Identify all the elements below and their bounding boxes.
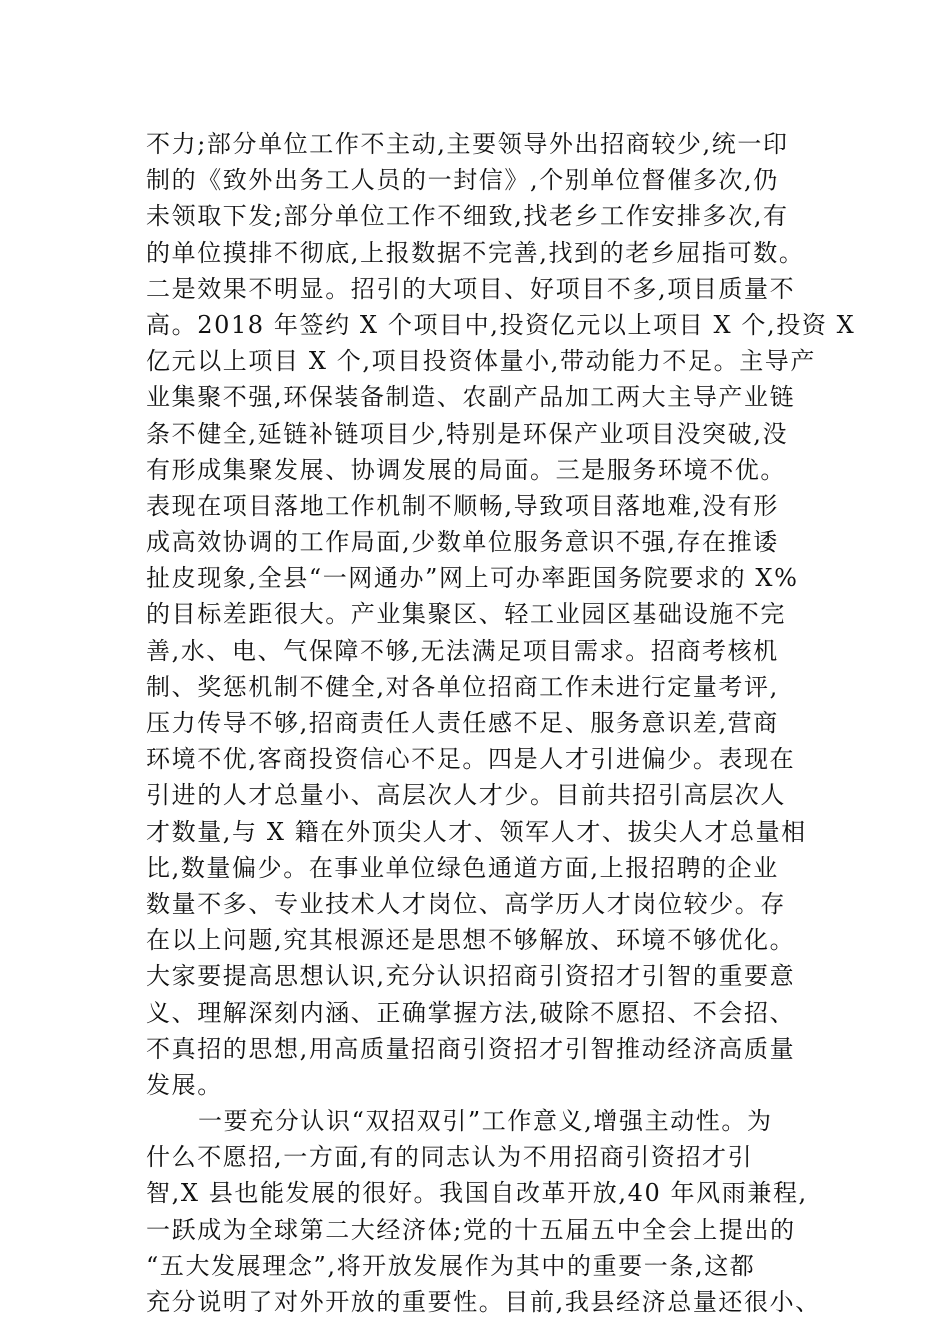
text-line: 发展。 — [146, 1070, 223, 1099]
text-line: 的单位摸排不彻底,上报数据不完善,找到的老乡屈指可数。 — [146, 238, 805, 267]
text-line: 扯皮现象,全县“一网通办”网上可办率距国务院要求的 X% — [146, 564, 799, 593]
text-line: 义、理解深刻内涵、正确掌握方法,破除不愿招、不会招、 — [146, 998, 796, 1027]
text-line: 环境不优,客商投资信心不足。四是人才引进偏少。表现在 — [146, 745, 796, 774]
text-line: 二是效果不明显。招引的大项目、好项目不多,项目质量不 — [146, 274, 796, 303]
paragraph-problems — [146, 126, 856, 1103]
text-line: 制的《致外出务工人员的一封信》,个别单位督催多次,仍 — [146, 166, 779, 195]
text-line: 在以上问题,究其根源还是思想不够解放、环境不够优化。 — [146, 926, 796, 955]
text-line: 一跃成为全球第二大经济体;党的十五届五中全会上提出的 — [146, 1215, 796, 1244]
text-line: 表现在项目落地工作机制不顺畅,导致项目落地难,没有形 — [146, 491, 779, 520]
text-line: 善,水、电、气保障不够,无法满足项目需求。招商考核机 — [146, 636, 779, 665]
text-line: 一要充分认识“双招双引”工作意义,增强主动性。为 — [198, 1107, 773, 1136]
text-line: 有形成集聚发展、协调发展的局面。三是服务环境不优。 — [146, 455, 786, 484]
text-line: 不力;部分单位工作不主动,主要领导外出招商较少,统一印 — [146, 130, 789, 158]
text-line: 业集聚不强,环保装备制造、农副产品加工两大主导产业链 — [146, 383, 796, 412]
text-line: 压力传导不够,招商责任人责任感不足、服务意识差,营商 — [146, 709, 779, 737]
text-line: 成高效协调的工作局面,少数单位服务意识不强,存在推诿 — [146, 528, 779, 557]
text-line: 智,X 县也能发展的很好。我国自改革开放,40 年风雨兼程, — [146, 1179, 808, 1208]
text-line: 引进的人才总量小、高层次人才少。目前共招引高层次人 — [146, 781, 786, 810]
text-line: 充分说明了对外开放的重要性。目前,我县经济总量还很小、 — [146, 1288, 821, 1316]
text-line: 数量不多、专业技术人才岗位、高学历人才岗位较少。存 — [146, 889, 786, 918]
text-line: 条不健全,延链补链项目少,特别是环保产业项目没突破,没 — [146, 419, 789, 448]
paragraph-recognize-significance — [146, 1103, 821, 1320]
text-line: 制、奖惩机制不健全,对各单位招商工作未进行定量考评, — [146, 672, 779, 701]
text-line: 才数量,与 X 籍在外顶尖人才、领军人才、拔尖人才总量相 — [146, 817, 807, 846]
text-line: 亿元以上项目 X 个,项目投资体量小,带动能力不足。主导产 — [146, 347, 816, 376]
text-line: 不真招的思想,用高质量招商引资招才引智推动经济高质量 — [146, 1034, 796, 1063]
text-line: 的目标差距很大。产业集聚区、轻工业园区基础设施不完 — [146, 600, 786, 629]
text-line: 未领取下发;部分单位工作不细致,找老乡工作安排多次,有 — [146, 202, 789, 231]
document-body — [146, 126, 856, 1320]
text-line: 高。2018 年签约 X 个项目中,投资亿元以上项目 X 个,投资 X — [146, 310, 856, 339]
text-line: “五大发展理念”,将开放发展作为其中的重要一条,这都 — [146, 1251, 756, 1280]
text-line: 比,数量偏少。在事业单位绿色通道方面,上报招聘的企业 — [146, 853, 779, 882]
text-line: 什么不愿招,一方面,有的同志认为不用招商引资招才引 — [146, 1143, 754, 1172]
text-line: 大家要提高思想认识,充分认识招商引资招才引智的重要意 — [146, 962, 796, 991]
